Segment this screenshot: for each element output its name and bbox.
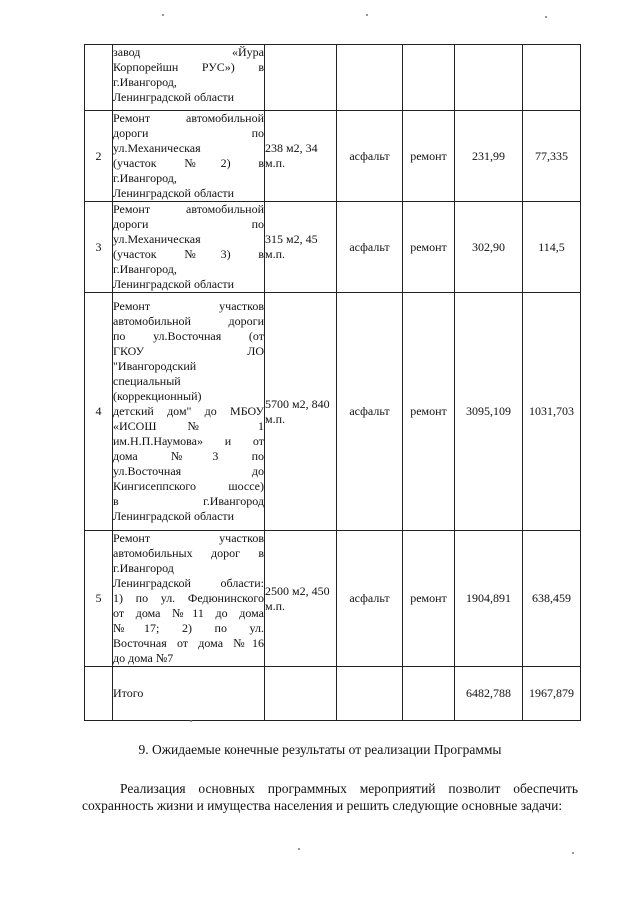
table-row (85, 202, 581, 293)
surface-material: асфальт (337, 531, 403, 667)
cofinancing-cost: 77,335 (523, 111, 581, 202)
object-name-line: завод «Йура (113, 45, 264, 59)
object-name-line: (коррекционный) (113, 389, 202, 403)
object-name-line: (участок №3) в (113, 247, 264, 261)
scan-speck (190, 720, 192, 722)
surface-material: асфальт (337, 293, 403, 531)
table-row (85, 45, 581, 111)
object-name-line: Корпорейшн РУС») в (113, 60, 264, 74)
total-cost: 231,99 (455, 111, 523, 202)
table-row (85, 531, 581, 667)
surface-material: асфальт (337, 202, 403, 293)
object-name-line: специальный (113, 374, 181, 388)
object-name (113, 667, 265, 721)
object-name-line: автомобильных дорог в (113, 546, 264, 560)
object-name-line: им.Н.П.Наумова» и от (113, 434, 264, 448)
work-volume: 5700 м2, 840 м.п. (265, 293, 337, 531)
object-name (113, 531, 265, 667)
work-type: ремонт (403, 202, 455, 293)
object-name-line: дома №3 по (113, 449, 264, 463)
work-type: ремонт (403, 111, 455, 202)
object-name-line: от дома №11 до дома (113, 606, 264, 620)
work-type: ремонт (403, 531, 455, 667)
object-name (113, 111, 265, 202)
row-number: 2 (85, 111, 113, 202)
work-volume: 315 м2, 45 м.п. (265, 202, 337, 293)
row-number: 3 (85, 202, 113, 293)
scan-speck (572, 852, 574, 854)
cofinancing-cost (523, 45, 581, 111)
object-name-line: Ленинградской области (113, 90, 235, 104)
row-number (85, 667, 113, 721)
surface-material: асфальт (337, 111, 403, 202)
scan-speck (366, 14, 368, 16)
object-name-line: Ремонт автомобильной (113, 111, 264, 125)
object-name-line: ГКОУ ЛО (113, 344, 264, 358)
object-name-line: автомобильной дороги (113, 314, 264, 328)
scan-speck (545, 16, 547, 18)
surface-material (337, 45, 403, 111)
object-name-line: г.Ивангород, (113, 262, 177, 276)
object-name-line: г.Ивангород (113, 561, 174, 575)
object-name-line: Ленинградской области (113, 186, 235, 200)
object-name-line: ул.Механическая (113, 232, 201, 246)
roads-repair-table (84, 44, 581, 721)
object-name-line: 1) по ул. Федюнинского (113, 591, 264, 605)
object-name (113, 202, 265, 293)
object-name-line: Ремонт участков (113, 531, 264, 545)
paragraph-line-1: Реализация основных программных мероприятий позволит обеспечить (120, 781, 578, 796)
total-cost (455, 45, 523, 111)
cofinancing-cost: 638,459 (523, 531, 581, 667)
object-name-line: г.Ивангород, (113, 171, 177, 185)
object-name-line: "Ивангородский (113, 359, 197, 373)
object-name-line: Кингисеппского шоссе) (113, 479, 264, 493)
table-row (85, 111, 581, 202)
row-number (85, 45, 113, 111)
surface-material (337, 667, 403, 721)
object-name-line: Восточная от дома №16 (113, 636, 264, 650)
total-cost: 1904,891 (455, 531, 523, 667)
total-cost: 6482,788 (455, 667, 523, 721)
cofinancing-cost: 1967,879 (523, 667, 581, 721)
work-type: ремонт (403, 293, 455, 531)
work-type (403, 667, 455, 721)
object-name-line: дороги по (113, 126, 264, 140)
total-cost: 3095,109 (455, 293, 523, 531)
scan-speck (162, 14, 164, 16)
object-name (113, 293, 265, 531)
table-row (85, 293, 581, 531)
object-name (113, 45, 265, 111)
paragraph-line-2: сохранность жизни и имущества населения и решить следующие основные задачи: (82, 798, 563, 813)
object-name-line: «ИСОШ № 1 (113, 419, 264, 433)
object-name-line: Ленинградской области (113, 509, 235, 523)
work-volume (265, 667, 337, 721)
object-name-line: Ленинградской области: (113, 576, 264, 590)
section-heading: 9. Ожидаемые конечные результаты от реализации Программы (138, 742, 502, 757)
total-cost: 302,90 (455, 202, 523, 293)
work-type (403, 45, 455, 111)
object-name-line: ул.Механическая (113, 141, 201, 155)
row-number: 4 (85, 293, 113, 531)
work-volume: 238 м2, 34 м.п. (265, 111, 337, 202)
work-volume: 2500 м2, 450 м.п. (265, 531, 337, 667)
object-name-line: в г.Ивангород (113, 494, 264, 508)
object-name-line: Ленинградской области (113, 277, 235, 291)
object-name-line: (участок №2) в (113, 156, 264, 170)
object-name-line: Ремонт участков (113, 299, 264, 313)
object-name-line: г.Ивангород, (113, 75, 177, 89)
object-name-line: дороги по (113, 217, 264, 231)
scan-speck (298, 848, 300, 850)
table-body (85, 45, 581, 721)
object-name-line: детский дом" до МБОУ (113, 404, 264, 418)
object-name-line: Итого (113, 686, 144, 700)
cofinancing-cost: 1031,703 (523, 293, 581, 531)
row-number: 5 (85, 531, 113, 667)
cofinancing-cost: 114,5 (523, 202, 581, 293)
table-row (85, 667, 581, 721)
object-name-line: Ремонт автомобильной (113, 202, 264, 216)
object-name-line: по ул.Восточная (от (113, 329, 264, 343)
object-name-line: до дома №7 (113, 651, 174, 665)
object-name-line: №17; 2) по ул. (113, 621, 264, 635)
work-volume (265, 45, 337, 111)
object-name-line: ул.Восточная до (113, 464, 264, 478)
